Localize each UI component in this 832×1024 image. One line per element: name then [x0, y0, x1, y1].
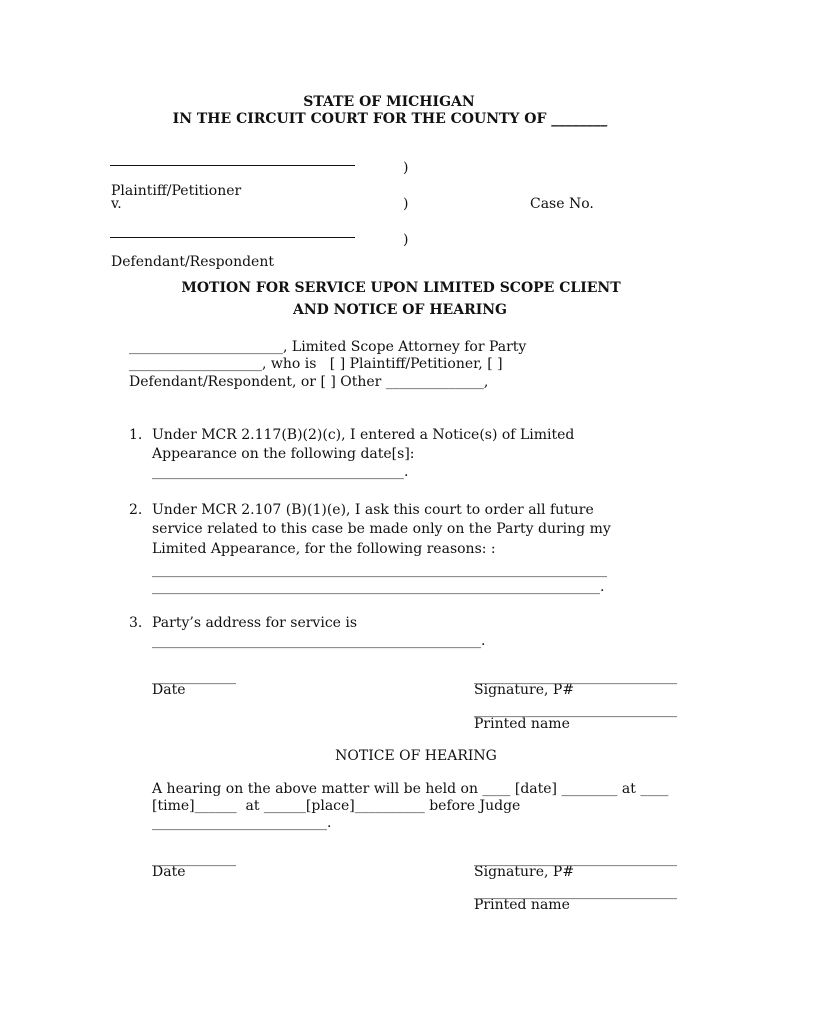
date-label-1: Date: [152, 682, 186, 698]
state-heading: STATE OF MICHIGAN: [303, 94, 475, 110]
item-2-number: 2.: [129, 502, 143, 518]
printed-name-blank-2: _____________________________: [474, 884, 677, 900]
case-number-label: Case No.: [530, 196, 594, 212]
date-label-2: Date: [152, 864, 186, 880]
item-2-line-2: service related to this case be made only on the Party during my: [152, 521, 611, 537]
intro-line-1: ______________________, Limited Scope Attorney for Party: [129, 339, 527, 355]
caption-paren-1: ): [403, 160, 409, 176]
item-2-reasons-blank-1: _________________________________________________________________: [152, 562, 607, 578]
signature-label-2: Signature, P#: [474, 864, 575, 880]
plaintiff-name-line: [110, 165, 355, 166]
printed-name-label-2: Printed name: [474, 897, 570, 913]
signature-label-1: Signature, P#: [474, 682, 575, 698]
motion-title-line-1: MOTION FOR SERVICE UPON LIMITED SCOPE CLIENT: [181, 280, 621, 296]
intro-line-3: Defendant/Respondent, or [ ] Other ______________,: [129, 374, 489, 390]
signature-blank-2: _____________________________: [474, 851, 677, 867]
caption-paren-3: ): [403, 232, 409, 248]
court-heading: IN THE CIRCUIT COURT FOR THE COUNTY OF ________: [172, 111, 608, 127]
printed-name-label-1: Printed name: [474, 716, 570, 732]
versus-label: v.: [111, 196, 122, 212]
signature-blank-1: _____________________________: [474, 669, 677, 685]
item-2-reasons-blank-2: ________________________________________________________________.: [152, 579, 605, 595]
item-1-date-blank: ____________________________________.: [152, 464, 409, 480]
item-2-line-3: Limited Appearance, for the following reasons: :: [152, 541, 496, 557]
motion-title-line-2: AND NOTICE OF HEARING: [292, 302, 508, 318]
defendant-label: Defendant/Respondent: [111, 254, 274, 270]
notice-line-2: [time]______ at ______[place]__________ before Judge: [152, 798, 521, 814]
caption-paren-2: ): [403, 196, 409, 212]
item-3-line-1: Party’s address for service is: [152, 615, 358, 631]
intro-line-2: ___________________, who is [ ] Plaintiff/Petitioner, [ ]: [129, 356, 503, 372]
item-2-line-1: Under MCR 2.107 (B)(1)(e), I ask this court to order all future: [152, 502, 594, 518]
notice-line-1: A hearing on the above matter will be held on ____ [date] ________ at ____: [152, 781, 669, 797]
defendant-name-line: [110, 237, 355, 238]
notice-judge-blank: _________________________.: [152, 815, 332, 831]
plaintiff-label: Plaintiff/Petitioner: [111, 183, 242, 199]
date-blank-2: ____________: [152, 851, 236, 867]
notice-of-hearing-heading: NOTICE OF HEARING: [335, 748, 497, 764]
item-1-line-2: Appearance on the following date[s]:: [152, 446, 415, 462]
date-blank-1: ____________: [152, 669, 236, 685]
item-1-line-1: Under MCR 2.117(B)(2)(c), I entered a Notice(s) of Limited: [152, 427, 575, 443]
item-1-number: 1.: [129, 427, 143, 443]
item-3-number: 3.: [129, 615, 143, 631]
printed-name-blank-1: _____________________________: [474, 702, 677, 718]
item-3-address-blank: _______________________________________________.: [152, 633, 486, 649]
